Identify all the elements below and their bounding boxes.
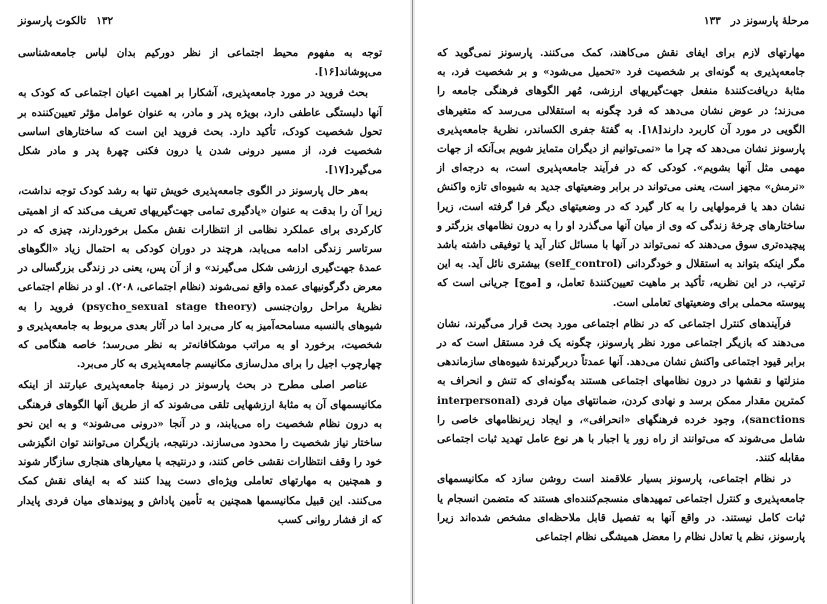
right-page-header [704, 12, 809, 30]
left-page-number: ۱۳۲ [96, 15, 114, 27]
right-page [415, 0, 827, 604]
paragraph: به‌هر حال پارسونز در الگوی جامعه‌پذیری خویش تنها به رشد کودک توجه نداشت، زیرا آن را بدقت به عنوان «یادگیری تمامی جهت‌گیریهای تعریف می‌کند که از اهمیتی کارکردی برای عملکرد نظامی از انتظارات نقش مکمل برخوردارند، چیزی که در سرتاسر زندگی ادامه می‌یابد، هرچند در دوران کودکی به احتمال زیاد «الگوهای عمدهٔ جهت‌گیری ارزشی شکل می‌گیرند» و از آن پس، یعنی در زندگی بزرگسالی در معرض دگرگونیهای عمده واقع نمی‌شوند (نظام اجتماعی، ۲۰۸). او در نظام اجتماعی نظریهٔ مراحل روان‌جنسی (psycho_sexual stage theory) فروید را به شیوهای بالنسبه مسامحه‌آمیز به کار می‌برد اما در آثار بعدی مربوط به جامعه‌پذیری و شخصیت، برخورد او به مراتب موشکافانه‌تر به نظر می‌رسد؛ خاصه هنگامی که چهارچوب اجیل را برای مدل‌سازی مکانیسم جامعه‌پذیری به کار می‌برد. [18, 185, 383, 371]
paragraph: در نظام اجتماعی، پارسونز بسیار علاقمند است روشن سازد که مکانیسمهای جامعه‌پذیری و کنترل اجتماعی تمهیدهای منسجم‌کننده‌ای هستند که متضمن انسجام یا ثبات کامل نیستند. در واقع آنها به تفصیل قابل ملاحظه‌ای مشخص شده‌اند زیرا پارسونز، نظم یا تعادل نظام را معضل همیشگی نظام اجتماعی [437, 473, 805, 544]
left-page [0, 0, 410, 604]
right-running-title: مرحلهٔ پارسونز در [730, 15, 809, 27]
paragraph: بحث فروید در مورد جامعه‌پذیری، آشکارا بر اهمیت اعیان اجتماعی که کودک به آنها دلبستگی عاطفی دارد، بویژه پدر و مادر، به عنوان عوامل مؤثر تعیین‌کننده بر تحول شخصیت کودک، تأکید دارد. بحث فروید این است که ساختارهای اساسی شخصیت فرد، از مسیر درونی شدن یا درون فکنی چهرهٔ پدر و مادر شکل می‌گیرد[۱۷]. [18, 87, 382, 177]
right-page-body [437, 44, 805, 547]
paragraph: توجه به مفهوم محیط اجتماعی از نظر دورکیم بدان لباس جامعه‌شناسی می‌پوشاند[۱۶]. [18, 47, 382, 79]
left-running-title: تالکوت پارسونز [18, 15, 87, 27]
paragraph: عناصر اصلی مطرح در بحث پارسونز در زمینهٔ جامعه‌پذیری عبارتند از اینکه مکانیسمهای آن به مثابهٔ ارزشهایی تلقی می‌شوند که از طریق آنها الگوهای فرهنگی به درون نظام شخصیت راه می‌یابند، و در آنجا «درونی می‌شوند» و به این نحو ساختار نیاز شخصیت را محدود می‌سازند. درنتیجه، بازیگران می‌توانند توان انگیزشی خود را وقف انتظارات نقشی خاص کنند، و درنتیجه با معیارهای هنجاری سازگار شوند و همچنین به مهارتهای تعاملی ویژه‌ای دست پیدا کنند که به ایفای نقش کمک می‌کنند. این قبیل مکانیسمها همچنین به تأمین پاداش و پیوندهای میان فردی پایدار که از فشار روانی کسب [18, 379, 382, 526]
right-page-number: ۱۳۳ [703, 15, 721, 27]
left-page-header [18, 12, 113, 30]
gutter-divider [412, 0, 413, 604]
left-page-body [18, 44, 382, 530]
paragraph: فرآیندهای کنترل اجتماعی که در نظام اجتماعی مورد بحث قرار می‌گیرند، نشان می‌دهند که بازیگر اجتماعی مورد نظر پارسونز، چگونه یک فرد مستقل است که در برابر قیود اجتماعی واکنش نشان می‌دهد. آنها عمدتاً دربرگیرندهٔ شیوه‌های سازماندهی منزلتها و نقشها در درون نظامهای اجتماعی هستند به‌گونه‌ای که تنش و انحراف به کمترین مقدار ممکن برسد و نهادی کردن، ضمانتهای میان فردی (interpersonal sanctions)، وجود خرده فرهنگهای «انحرافی»، و ایجاد زیرنظامهای خاصی را شامل می‌شوند که می‌توانند از راه زور یا اجبار با هر نوع عامل تهدید ثبات اجتماعی مقابله کنند. [437, 317, 805, 465]
paragraph: مهارتهای لازم برای ایفای نقش می‌کاهند، کمک می‌کنند. پارسونز نمی‌گوید که جامعه‌پذیری به گونه‌ای بر شخصیت فرد «تحمیل می‌شود» و بر شخصیت فرد، به مثابهٔ دریافت‌کنندهٔ منفعل جهت‌گیریهای ارزشی، مُهر الگوهای فرهنگی جامعه را می‌زند؛ در عوض نشان می‌دهد که فرد چگونه به استقلالی می‌رسد که متغیرهای الگویی در مورد آن کاربرد دارند[۱۸]. به گفتهٔ جفری الکساندر، نظریهٔ جامعه‌پذیری پارسونز نشان می‌دهد که چرا ما «نمی‌توانیم از دیگران متمایز شویم بی‌آنکه از جهات مهمی مثل آنها بشویم». کودکی که در فرآیند جامعه‌پذیری است، به درجه‌ای از «نرمش» مجهز است، یعنی می‌تواند در برابر وضعیتهای جدید به شیوه‌ای تازه واکنش نشان دهد یا فرمولهایی را به کار گیرد که در وضعیتهای دیگر فرا گرفته است، زیرا ساختارهای چرخهٔ زندگی که وی از میان آنها می‌گذرد او را به درون نظامهای بزرگتر و پیچیده‌تری سوق می‌دهند که نمی‌تواند در آنها با مسائل کنار آید یا توفیقی داشته باشد مگر اینکه بتواند به استقلال و خودگردانی (self_control) بیشتری نائل آید. به این ترتیب، در این نظریه، تأکید بر ماهیت تعیین‌کنندهٔ تعامل، و [موج] جریانی است که پیوسته محملی برای وضعیتهای تعاملی است. [437, 47, 805, 309]
